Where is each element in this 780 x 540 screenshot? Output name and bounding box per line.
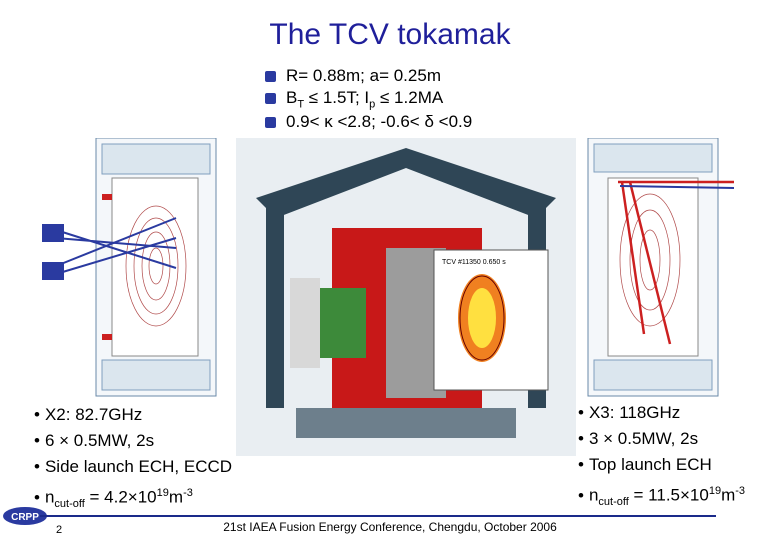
list-item: • 6 × 0.5MW, 2s [34,431,155,450]
inset-label: TCV #11350 0.650 s [442,259,506,266]
page-number: 2 [56,524,63,536]
param-shape: 0.9< κ <2.8; -0.6< δ <0.9 [265,111,472,133]
param-field-current: $B_T \le 1.5T$; $I_p \le 1.2MA$ [265,87,443,115]
footer-divider [40,515,716,517]
right-cross-section [578,138,738,398]
bullet-box-icon [265,93,276,104]
right-feature-list [578,400,745,515]
list-item: • Top launch ECH [578,455,712,474]
bullet-box-icon [265,117,276,128]
left-cross-section [36,138,236,398]
list-item: • $n_{cut-off} = 4.2\times 10^{19}m^{-3}$ [34,487,193,511]
bullet-box-icon [265,71,276,82]
slide-title: The TCV tokamak [269,18,511,51]
list-item: • Side launch ECH, ECCD [34,457,233,476]
param-radius: R= 0.88m; a= 0.25m [265,65,441,87]
conference-footer: 21st IAEA Fusion Energy Conference, Chengdu, October 2006 [223,520,557,534]
list-item: • X2: 82.7GHz [34,405,143,424]
tcv-tokamak-image [236,138,576,456]
svg-text:CRPP: CRPP [11,512,39,523]
left-feature-list [34,402,232,517]
list-item: • X3: 118GHz [578,403,681,422]
list-item: • 3 × 0.5MW, 2s [578,429,699,448]
list-item: • $n_{cut-off} = 11.5\times 10^{19}m^{-3}$ [578,485,746,509]
